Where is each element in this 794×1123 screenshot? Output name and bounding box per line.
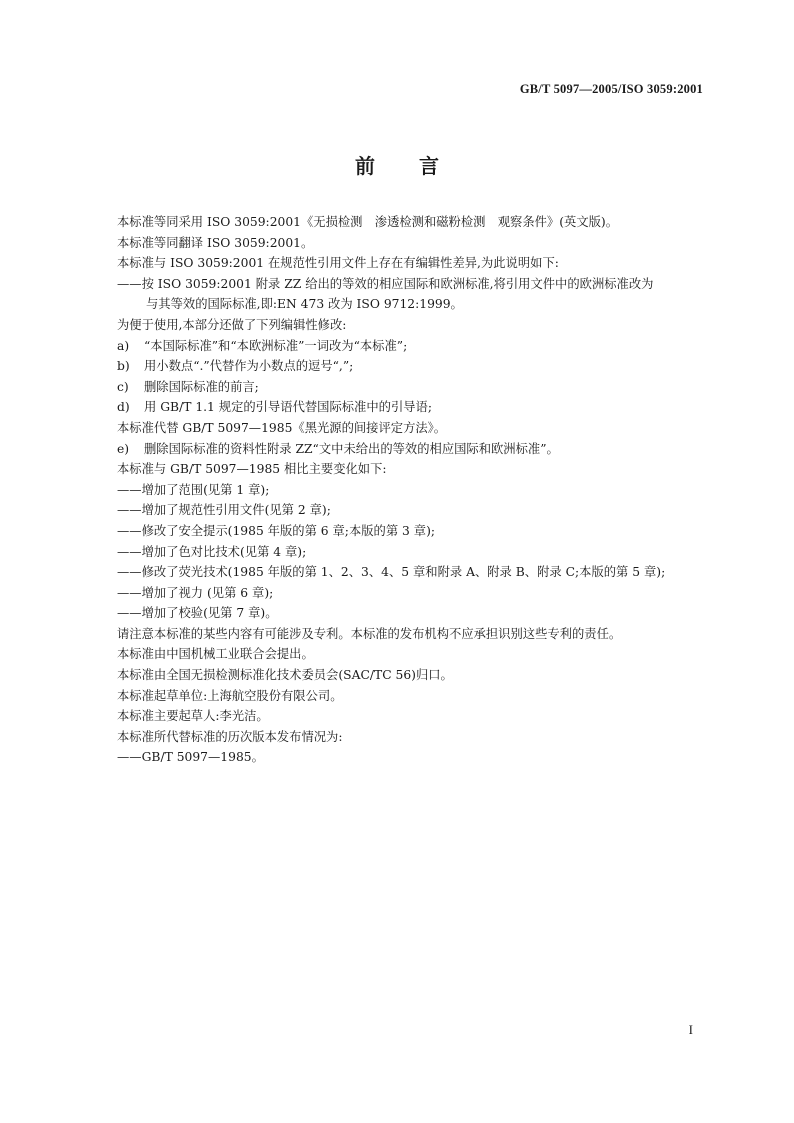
text-line: 本标准等同采用 ISO 3059:2001《无损检测 渗透检测和磁粉检测 观察条件》(英文版)。 — [117, 215, 619, 229]
list-marker: b) — [117, 359, 130, 374]
page-title — [0, 150, 794, 179]
list-item-text: 用小数点“.”代替作为小数点的逗号“,”; — [144, 359, 354, 374]
list-item: ——GB/T 5097—1985。 — [117, 750, 264, 765]
text-line: 本标准代替 GB/T 5097—1985《黑光源的间接评定方法》。 — [117, 420, 447, 435]
list-item-text: 删除国际标准的资料性附录 ZZ“文中未给出的等效的相应国际和欧洲标准”。 — [144, 441, 559, 456]
text-line: 本标准等同翻译 ISO 3059:2001。 — [117, 235, 314, 250]
list-item-continuation: 与其等效的国际标准,即:EN 473 改为 ISO 9712:1999。 — [146, 297, 463, 312]
list-item: ——增加了范围(见第 1 章); — [117, 482, 270, 497]
text-line: 本标准由全国无损检测标准化技术委员会(SAC/TC 56)归口。 — [117, 668, 453, 683]
list-marker: c) — [117, 379, 129, 394]
list-item: ——增加了视力 (见第 6 章); — [117, 585, 274, 600]
standard-code: GB/T 5097—2005/ISO 3059:2001 — [519, 82, 703, 96]
list-item: ——增加了校验(见第 7 章)。 — [117, 606, 278, 621]
list-item: ——修改了安全提示(1985 年版的第 6 章;本版的第 3 章); — [117, 523, 436, 538]
text-line: 本标准起草单位:上海航空股份有限公司。 — [117, 688, 343, 703]
list-marker: e) — [117, 441, 130, 456]
list-item — [117, 356, 707, 377]
list-marker: a) — [117, 338, 130, 353]
foreword-body — [117, 212, 707, 768]
text-line: 请注意本标准的某些内容有可能涉及专利。本标准的发布机构不应承担识别这些专利的责任。 — [117, 626, 622, 641]
list-item: ——按 ISO 3059:2001 附录 ZZ 给出的等效的相应国际和欧洲标准,将引用文件中的欧洲标准改为 — [117, 276, 654, 291]
list-item-text: “本国际标准”和“本欧洲标准”一词改为“本标准”; — [144, 338, 408, 353]
text-line: 本标准所代替标准的历次版本发布情况为: — [117, 729, 343, 744]
list-item: ——增加了规范性引用文件(见第 2 章); — [117, 503, 331, 518]
page-number: I — [688, 1022, 693, 1037]
list-item — [117, 397, 707, 418]
title-char-2: 言 — [419, 154, 439, 178]
text-line: 本标准由中国机械工业联合会提出。 — [117, 647, 314, 662]
list-item — [117, 377, 707, 398]
text-line: 本标准主要起草人:李光洁。 — [117, 709, 269, 724]
list-marker: d) — [117, 400, 130, 415]
list-item-text: 删除国际标准的前言; — [144, 379, 259, 394]
text-line: 本标准与 GB/T 5097—1985 相比主要变化如下: — [117, 462, 387, 477]
list-item — [117, 336, 707, 357]
title-char-1: 前 — [355, 154, 375, 178]
list-item — [117, 439, 707, 460]
list-item: ——增加了色对比技术(见第 4 章); — [117, 544, 307, 559]
text-line: 本标准与 ISO 3059:2001 在规范性引用文件上存在有编辑性差异,为此说明如下: — [117, 256, 559, 271]
text-line: 为便于使用,本部分还做了下列编辑性修改: — [117, 317, 347, 332]
list-item-text: 用 GB/T 1.1 规定的引导语代替国际标准中的引导语; — [144, 400, 432, 415]
list-item: ——修改了荧光技术(1985 年版的第 1、2、3、4、5 章和附录 A、附录 B、附录 C;本版的第 5 章); — [117, 565, 666, 580]
